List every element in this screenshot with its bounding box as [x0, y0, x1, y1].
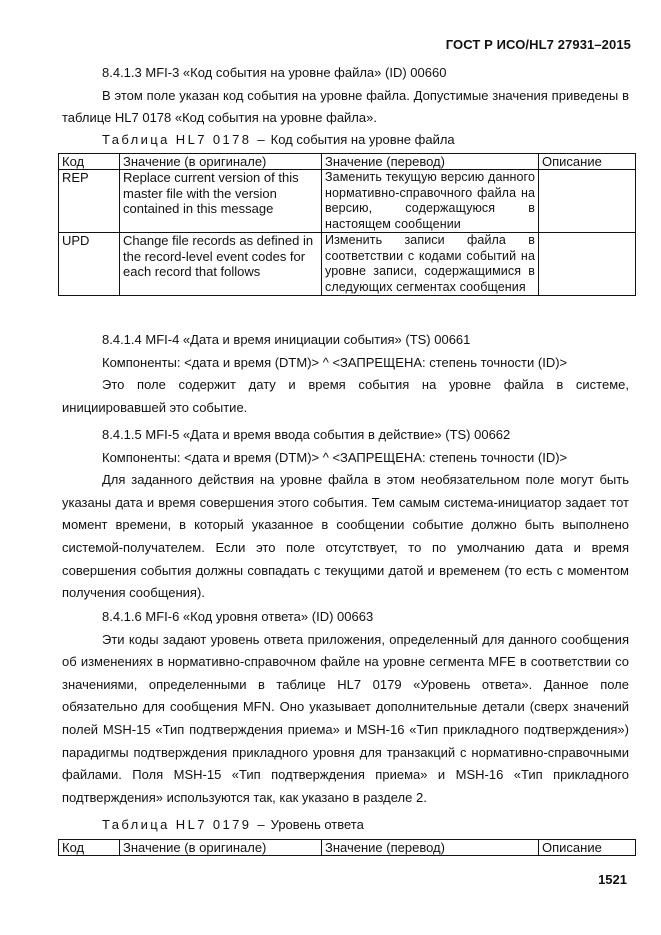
page-number: 1521	[598, 872, 627, 887]
cell-code: REP	[59, 170, 120, 233]
cell-translation: Изменить записи файла в соответствии с кодами событий на уровне записи, содержащимися в следующих сегментах сообщения	[322, 233, 539, 296]
table-header-row	[59, 840, 636, 856]
section-mfi5	[62, 424, 629, 605]
table-row	[59, 170, 636, 233]
table-caption-0179	[62, 814, 661, 836]
column-header: Значение (перевод)	[322, 154, 539, 170]
column-header: Значение (перевод)	[322, 840, 539, 856]
column-header: Значение (в оригинале)	[120, 840, 322, 856]
section-mfi6	[62, 606, 629, 809]
components-line: Компоненты: <дата и время (DTM)> ^ <ЗАПРЕЩЕНА: степень точности (ID)>	[102, 449, 568, 465]
table-hl7-0179	[58, 839, 636, 856]
table-caption-0178	[62, 129, 661, 151]
column-header: Описание	[539, 840, 636, 856]
cell-translation: Заменить текущую версию данного нормативно-справочного файла на версию, содержащуюся в настоящем сообщении	[322, 170, 539, 233]
section-heading: 8.4.1.3 MFI-3 «Код события на уровне файла» (ID) 00660	[102, 65, 447, 80]
table-caption-prefix: Таблица HL7 0178 –	[102, 132, 268, 147]
paragraph: Для заданного действия на уровне файла в этом необязательном поле могут быть указаны дата и время совершения этого события. Тем самым система-инициатор задает тот момент времени, в который указанное в сообщении событие должно быть выполнено системой-получателем. Если это поле отсутствует, то по умолчанию дата и время совершения события должны совпадать с текущими датой и временем (то есть с моментом получения сообщения).	[62, 472, 629, 601]
table-header-row	[59, 154, 636, 170]
column-header: Описание	[539, 154, 636, 170]
table-caption-title: Код события на уровне файла	[270, 132, 455, 147]
column-header: Код	[59, 154, 120, 170]
cell-code: UPD	[59, 233, 120, 296]
table-caption-prefix: Таблица HL7 0179 –	[102, 817, 268, 832]
section-heading: 8.4.1.6 MFI-6 «Код уровня ответа» (ID) 00663	[102, 609, 374, 624]
cell-description	[539, 233, 636, 296]
section-mfi3	[62, 62, 629, 130]
column-header: Код	[59, 840, 120, 856]
section-heading: 8.4.1.4 MFI-4 «Дата и время инициации события» (TS) 00661	[102, 332, 471, 347]
column-header: Значение (в оригинале)	[120, 154, 322, 170]
paragraph: Это поле содержит дату и время события на уровне файла в системе, инициировавшей это событие.	[62, 377, 629, 415]
document-code-header: ГОСТ Р ИСО/HL7 27931–2015	[445, 37, 631, 52]
cell-original: Replace current version of this master file with the version contained in this message	[120, 170, 322, 233]
section-mfi4	[62, 329, 629, 419]
cell-description	[539, 170, 636, 233]
section-heading: 8.4.1.5 MFI-5 «Дата и время ввода события в действие» (TS) 00662	[102, 427, 511, 442]
table-caption-title: Уровень ответа	[270, 817, 364, 832]
paragraph: Эти коды задают уровень ответа приложения, определенный для данного сообщения об изменениях в нормативно-справочном файле на уровне сегмента MFE в соответствии со значениями, определенными в таблице HL7 0179 «Уровень ответа». Данное поле обязательно для сообщения MFN. Оно указывает дополнительные детали (сверх значений полей MSH-15 «Тип подтверждения приема» и MSH-16 «Тип прикладного подтверждения») парадигмы подтверждения прикладного уровня для транзакций с нормативно-справочными файлами. Поля MSH-15 «Тип подтверждения приема» и MSH-16 «Тип прикладного подтверждения» используются так, как указано в разделе 2.	[62, 631, 629, 805]
table-row	[59, 233, 636, 296]
cell-original: Change file records as defined in the record-level event codes for each record that follows	[120, 233, 322, 296]
paragraph: В этом поле указан код события на уровне файла. Допустимые значения приведены в таблице HL7 0178 «Код события на уровне файла».	[62, 87, 629, 126]
components-line: Компоненты: <дата и время (DTM)> ^ <ЗАПРЕЩЕНА: степень точности (ID)>	[102, 354, 568, 370]
table-hl7-0178	[58, 153, 636, 296]
